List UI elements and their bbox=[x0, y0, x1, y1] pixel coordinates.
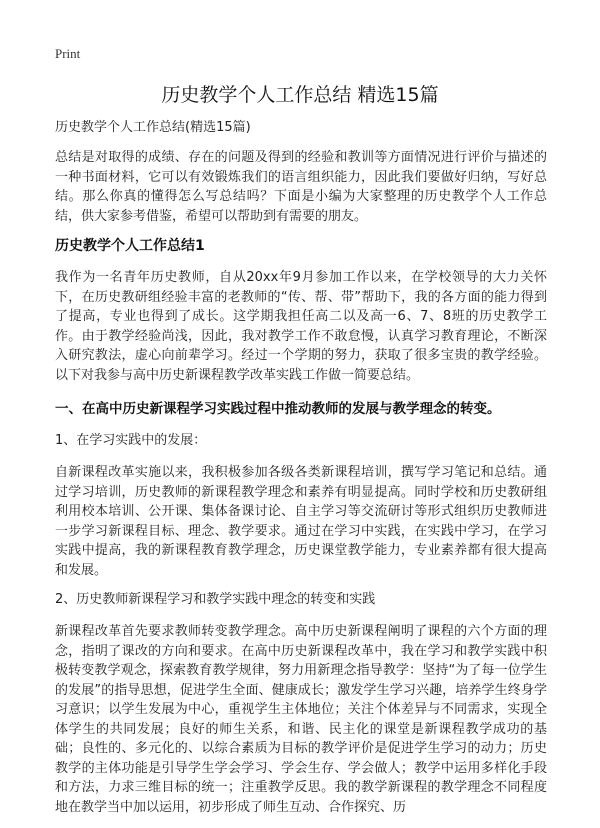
page-title: 历史教学个人工作总结 精选15篇 bbox=[161, 84, 439, 106]
section-heading: 历史教学个人工作总结1 bbox=[55, 238, 205, 254]
document-body bbox=[55, 118, 547, 827]
section-paragraph: 我作为一名青年历史教师，自从20xx年9月参加工作以来，在学校领导的大力关怀下，在历史教研组经验丰富的老教师的“传、帮、带”帮助下，我的各方面的能力得到了提高，专业也得到了成长。这学期我担任高二以及高一6、7、8班的历史教学工作。由于教学经验尚浅，因此，我对教学工作不敢怠慢，认真学习教育理论，不断深入研究教法，虚心向前辈学习。经过一个学期的努力，获取了很多宝贵的教学经验。以下对我参与高中历史新课程教学改革实践工作做一简要总结。 bbox=[55, 270, 547, 383]
intro-paragraph: 总结是对取得的成绩、存在的问题及得到的经验和教训等方面情况进行评价与描述的一种书面材料，它可以有效锻炼我们的语言组织能力，因此我们要做好归纳，写好总结。那么你真的懂得怎么写总结吗？下面是小编为大家整理的历史教学个人工作总结，供大家参考借鉴，希望可以帮助到有需要的朋友。 bbox=[55, 150, 547, 224]
part-heading: 一、在高中历史新课程学习实践过程中推动教师的发展与教学理念的转变。 bbox=[55, 401, 501, 417]
item-paragraph: 新课程改革首先要求教师转变教学理念。高中历史新课程阐明了课程的六个方面的理念，指明了课改的方向和要求。在高中历史新课程改革中，我在学习和教学实践中积极转变教学观念，探索教育教学规律，努力用新理念指导教学：坚持“为了每一位学生的发展”的指导思想，促进学生全面、健康成长；激发学生学习兴趣，培养学生终身学习意识；以学生发展为中心，重视学生主体地位；关注个体差异与不同需求，实现全体学生的共同发展；良好的师生关系，和谐、民主化的课堂是新课程教学成功的基础；良性的、多元化的、以综合素质为目标的教学评价是促进学生学习的动力；历史教学的主体功能是引导学生学会学习、学会生存、学会做人；教学中运用多样化手段和方法，力求三维目标的统一；注重教学反思。我的教学新课程的教学理念不同程度地在教学当中加以运用，初步形成了师生互动、合作探究、历 bbox=[55, 624, 547, 815]
print-link[interactable]: Print bbox=[55, 46, 81, 61]
item-paragraph: 自新课程改革实施以来，我积极参加各级各类新课程培训，撰写学习笔记和总结。通过学习培训，历史教师的新课程教学理念和素养有明显提高。同时学校和历史教研组利用校本培训、公开课、集体备课讨论、自主学习等交流研讨等形式组织历史教师进一步学习新课程目标、理念、教学要求。通过在学习中实践，在实践中学习，在学习实践中提高，我的新课程教育教学理念，历史课堂教学能力，专业素养都有很大提高和发展。 bbox=[55, 465, 547, 578]
item-heading: 2、历史教师新课程学习和教学实践中理念的转变和实践 bbox=[55, 592, 376, 607]
item-heading: 1、在学习实践中的发展： bbox=[55, 433, 207, 448]
document-subtitle: 历史教学个人工作总结(精选15篇) bbox=[55, 120, 251, 135]
